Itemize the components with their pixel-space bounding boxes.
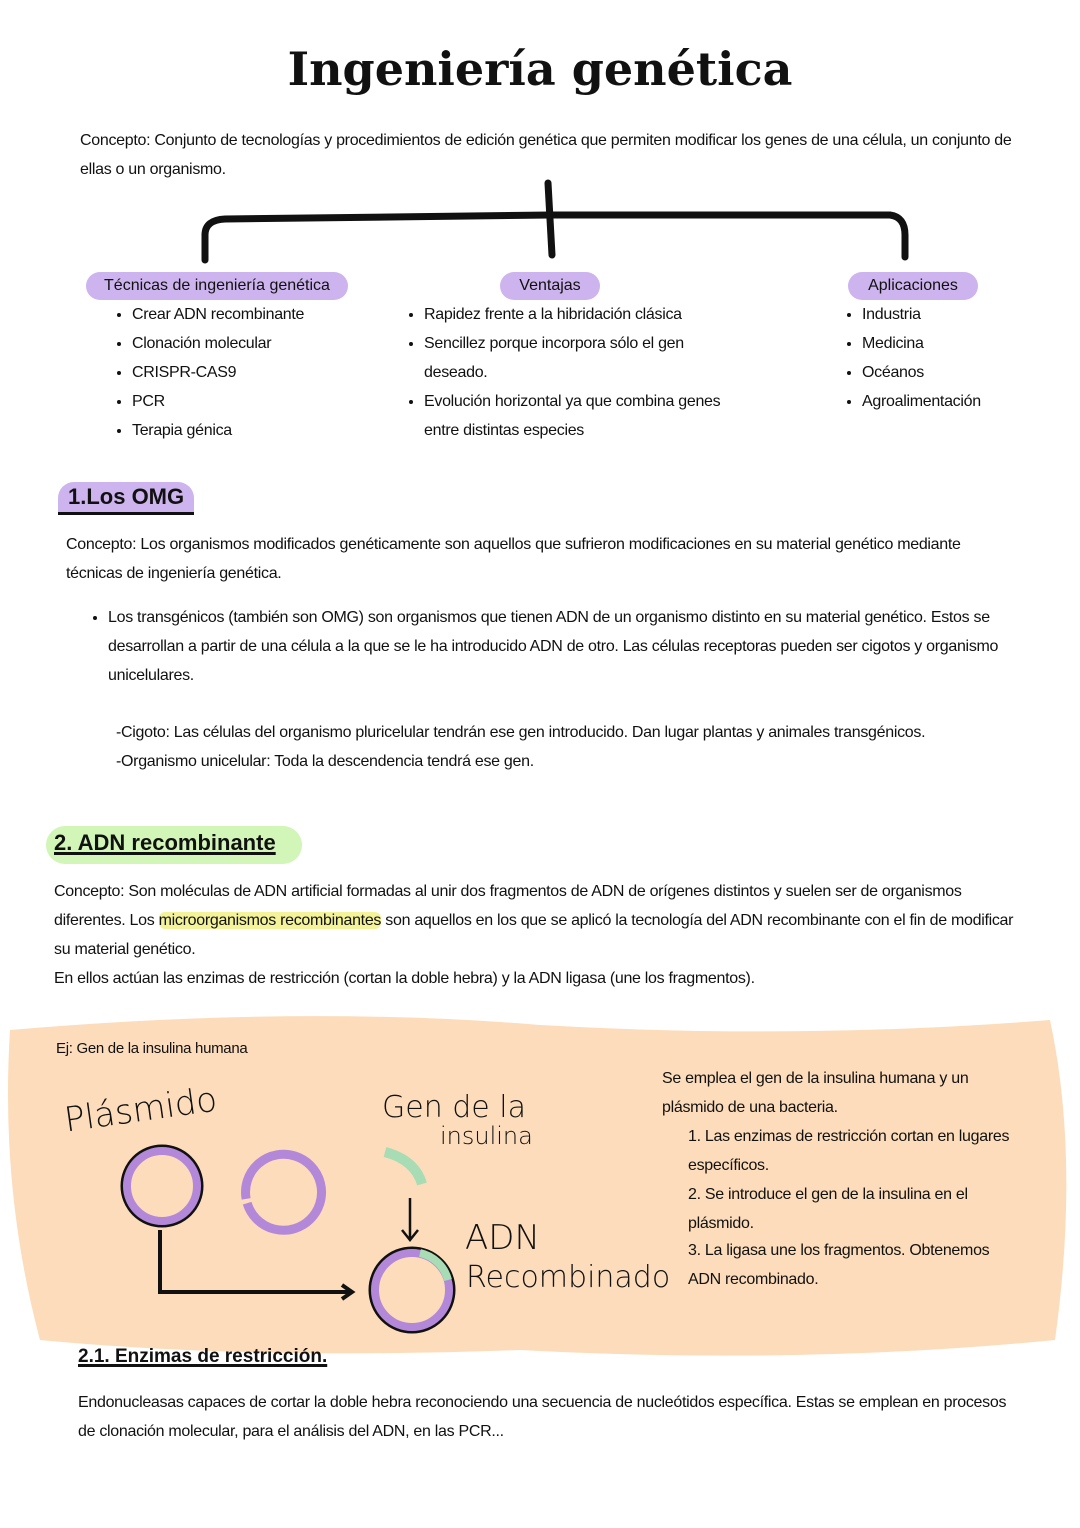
arrow-to-result: [160, 1230, 352, 1299]
plasmido-label: Plásmido: [61, 1079, 220, 1141]
concept-text: Son moléculas de ADN artificial formadas al unir dos fragmentos de ADN de orígenes distintos y suelen ser de organismos diferentes. Los: [54, 883, 962, 929]
list-item: • Rapidez frente a la hibridación clásica: [424, 300, 734, 329]
process-intro: Se emplea el gen de la insulina humana y un plásmido de una bacteria.: [662, 1070, 969, 1116]
section-2-title: [46, 826, 302, 864]
highlight-microorganismos: microorganismos recombinantes: [158, 912, 382, 929]
list-item: • Industria: [862, 300, 1052, 329]
plasmid-ring: [122, 1146, 202, 1226]
section-1-title: 1.Los OMG: [58, 482, 194, 515]
list-item: • Evolución horizontal ya que combina genes entre distintas especies: [424, 387, 734, 445]
list-item: • Océanos: [862, 358, 1052, 387]
gen-label-2: insulina: [440, 1122, 533, 1150]
s21-text: Endonucleasas capaces de cortar la doble hebra reconociendo una secuencia de nucleótidos específica. Estas se emplean en procesos de clonación molecular, para el análisis del ADN, en las PCR...: [78, 1394, 1007, 1440]
step-2: 2. Se introduce el gen de la insulina en el plásmido.: [688, 1186, 968, 1232]
unicelular-label: -Organismo unicelular:: [116, 753, 271, 770]
down-arrow: [402, 1198, 418, 1240]
section-2-1-title-text: 2.1. Enzimas de restricción.: [78, 1346, 328, 1367]
concept-text: Conjunto de tecnologías y procedimientos de edición genética que permiten modificar los genes de una célula, un conjunto de ellas o un organismo.: [80, 132, 1012, 178]
cut-plasmid: [230, 1139, 337, 1246]
section-2-1-title: [78, 1346, 327, 1368]
unicelular-text: Toda la descendencia tendrá ese gen.: [274, 753, 534, 770]
gen-label-1: Gen de la: [382, 1090, 527, 1125]
section-2-title-text: 2. ADN recombinante: [54, 830, 276, 855]
recombinado-label: Recombinado: [466, 1260, 671, 1295]
concept-label: Concepto:: [66, 536, 137, 553]
gene-fragment: [385, 1152, 422, 1184]
tree-connector: [0, 175, 1080, 265]
column-header-aplicaciones: Aplicaciones: [848, 272, 978, 300]
step-3: 3. La ligasa une los fragmentos. Obtenemos ADN recombinado.: [688, 1242, 990, 1288]
cigoto-line: [116, 718, 1016, 747]
step-1: 1. Las enzimas de restricción cortan en lugares específicos.: [688, 1128, 1010, 1174]
column-header-ventajas: Ventajas: [500, 272, 600, 300]
list-item: • CRISPR-CAS9: [132, 358, 392, 387]
page-title: Ingeniería genética: [287, 42, 793, 96]
list-item: • Terapia génica: [132, 416, 392, 445]
column-header-tecnicas: Técnicas de ingeniería genética: [86, 272, 348, 300]
concept-label: Concepto:: [54, 883, 125, 900]
s1-concept: [66, 530, 966, 588]
concept-text: Los organismos modificados genéticamente son aquellos que sufrieron modificaciones en su material genético mediante técnicas de ingeniería genética.: [66, 536, 961, 582]
cigoto-text: Las células del organismo pluricelular tendrán ese gen introducido. Dan lugar plantas y animales transgénicos.: [173, 724, 926, 741]
list-item: • PCR: [132, 387, 392, 416]
list-item: • Sencillez porque incorpora sólo el gen deseado.: [424, 329, 734, 387]
s2-concept: [54, 877, 1014, 964]
transgenicos-item: • Los transgénicos (también son OMG) son organismos que tienen ADN de un organismo distinto en su material genético. Estos se desarrollan a partir de una célula a la que se le ha introducido ADN de otro. Las células receptoras pueden ser cigotos y organismo unicelulares.: [108, 603, 1008, 690]
adn-label: ADN: [465, 1218, 540, 1258]
cigoto-label: -Cigoto:: [116, 724, 170, 741]
s2-enzymes-line: En ellos actúan las enzimas de restricción (cortan la doble hebra) y la ADN ligasa (une los fragmentos).: [54, 970, 755, 987]
aplicaciones-list: [842, 300, 1052, 416]
list-item: • Agroalimentación: [862, 387, 1052, 416]
example-label: Ej: Gen de la insulina humana: [56, 1040, 248, 1057]
recombinant-ring: [370, 1248, 454, 1332]
list-item: • Clonación molecular: [132, 329, 392, 358]
concept-text-cont: son aquellos en los que se aplicó la tecnología del ADN recombinante con el fin de modificar su material genético.: [54, 912, 1014, 958]
list-item: • Medicina: [862, 329, 1052, 358]
tecnicas-list: [112, 300, 392, 445]
unicelular-line: [116, 747, 1016, 776]
ventajas-list: [404, 300, 734, 445]
concept-label: Concepto:: [80, 132, 151, 149]
s1-bullets: [88, 603, 1008, 690]
list-item: • Crear ADN recombinante: [132, 300, 392, 329]
